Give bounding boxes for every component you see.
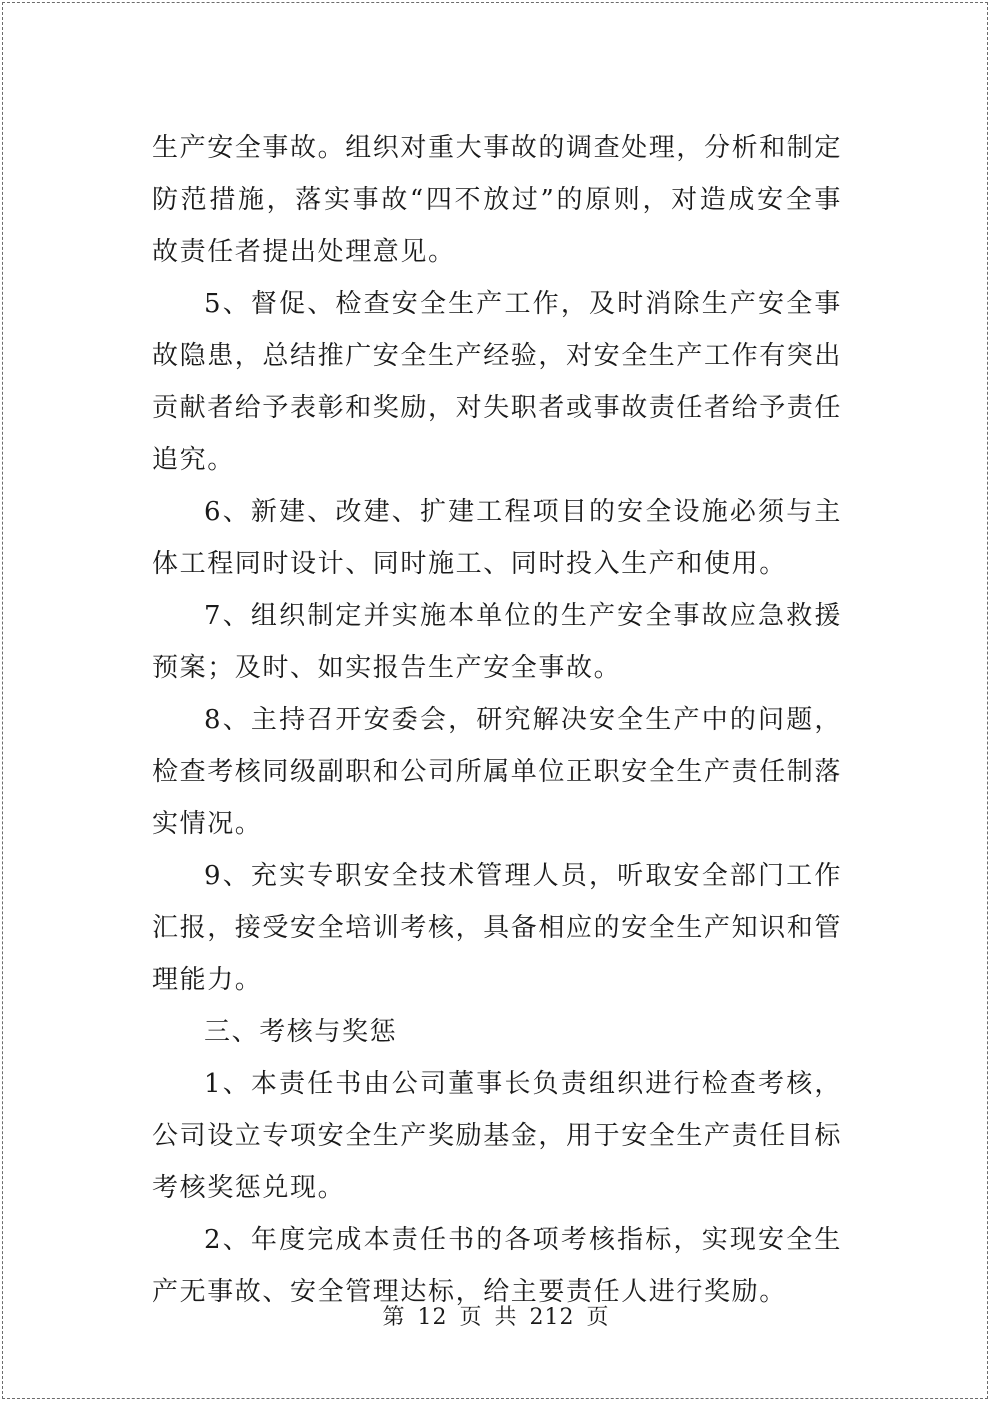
page-suffix: 页 (586, 1305, 610, 1330)
paragraph-4: 7、组织制定并实施本单位的生产安全事故应急救援预案；及时、如实报告生产安全事故。 (152, 601, 842, 683)
paragraph-7: 1、本责任书由公司董事长负责组织进行检查考核，公司设立专项安全生产奖励基金，用于安全生产责任目标考核奖惩兑现。 (152, 1069, 843, 1203)
paragraph-8: 2、年度完成本责任书的各项考核指标，实现安全生产无事故、安全管理达标，给主要责任人进行奖励。 (152, 1225, 842, 1307)
document-body (152, 122, 842, 1318)
page-mid-text: 页 共 (459, 1305, 518, 1330)
paragraph-3: 6、新建、改建、扩建工程项目的安全设施必须与主体工程同时设计、同时施工、同时投入生产和使用。 (152, 497, 842, 579)
paragraph-6: 9、充实专职安全技术管理人员，听取安全部门工作汇报，接受安全培训考核，具备相应的安全生产知识和管理能力。 (152, 861, 843, 995)
page-footer (0, 1300, 992, 1336)
page-prefix: 第 (382, 1305, 406, 1330)
paragraph-5: 8、主持召开安委会，研究解决安全生产中的问题，检查考核同级副职和公司所属单位正职安全生产责任制落实情况。 (152, 705, 843, 839)
paragraph-2: 5、督促、检查安全生产工作，及时消除生产安全事故隐患，总结推广安全生产经验，对安全生产工作有突出贡献者给予表彰和奖励，对失职者或事故责任者给予责任追究。 (152, 289, 843, 475)
section-heading: 三、考核与奖惩 (204, 1017, 398, 1047)
paragraph-1: 生产安全事故。组织对重大事故的调查处理，分析和制定防范措施，落实事故“四不放过”的原则，对造成安全事故责任者提出处理意见。 (152, 133, 843, 267)
total-pages-number: 212 (529, 1305, 575, 1330)
current-page-number: 12 (417, 1305, 448, 1330)
